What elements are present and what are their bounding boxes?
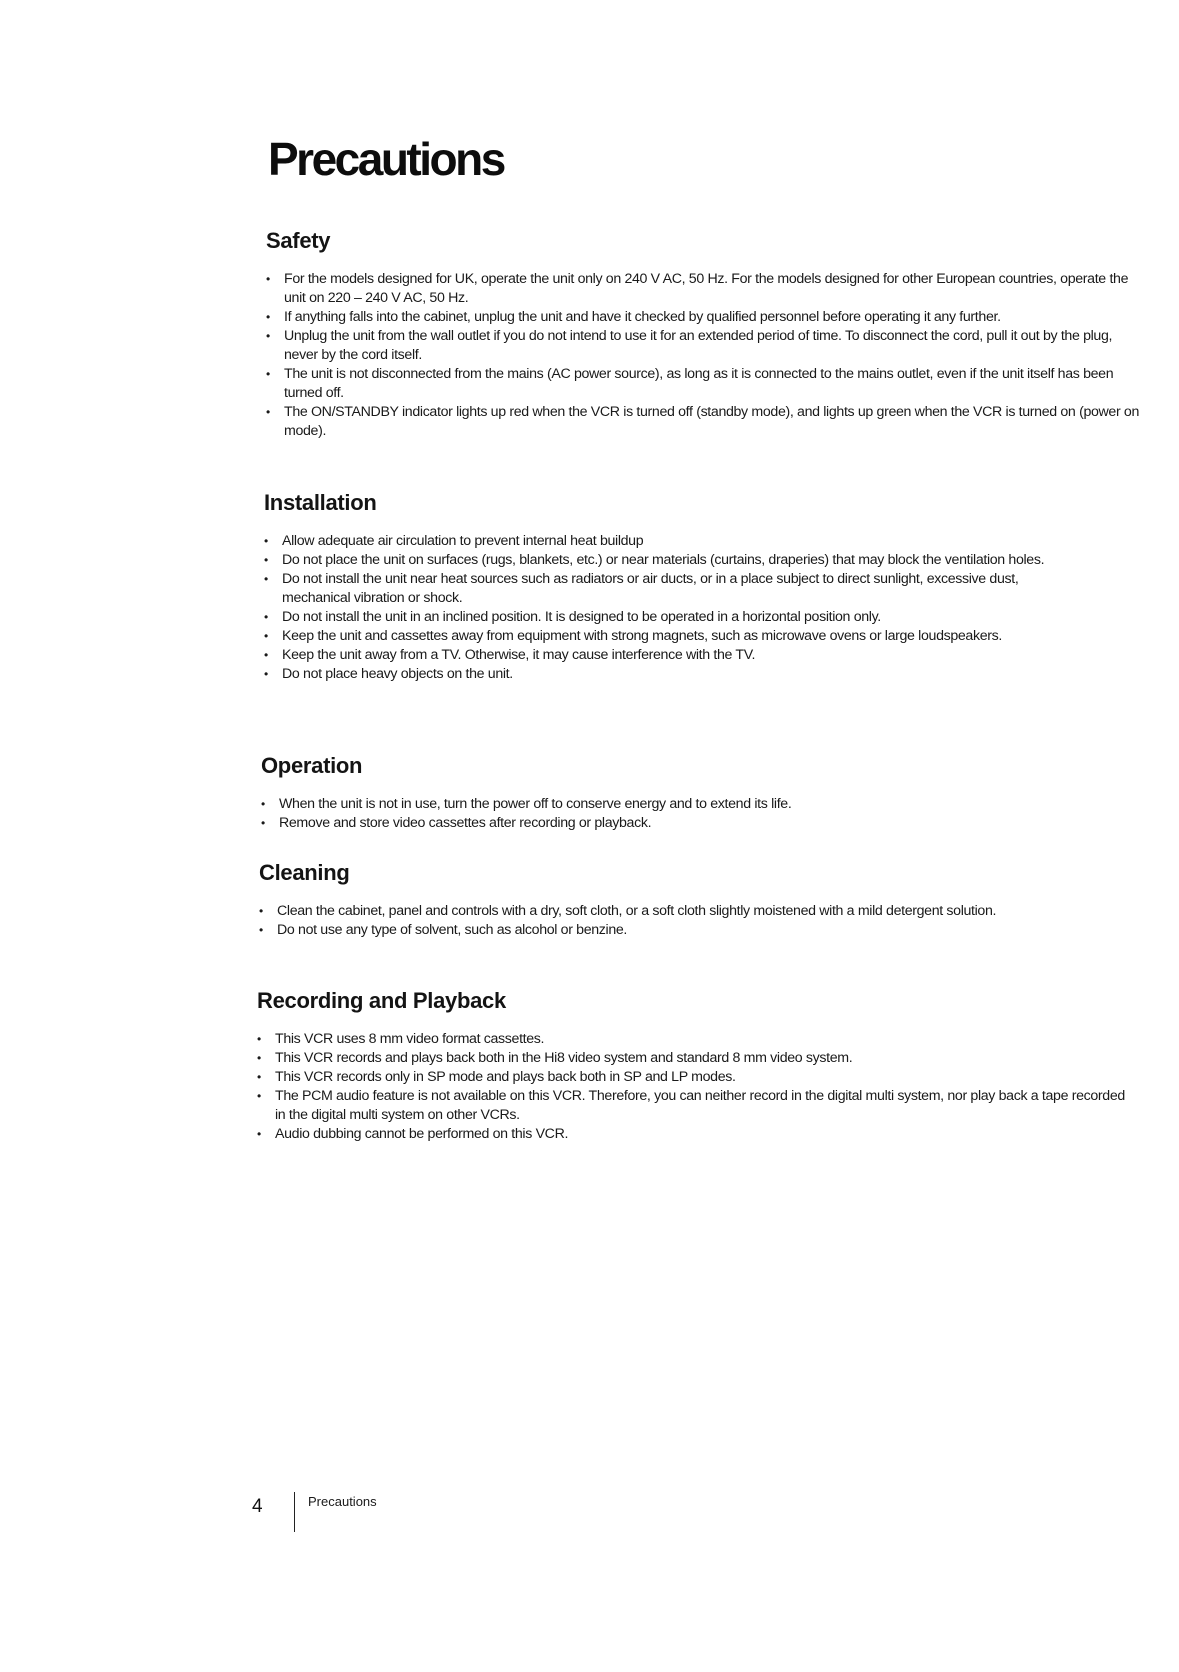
list-item: • The PCM audio feature is not available on this VCR. Therefore, you can neither record in the digital multi system, nor play back a tape recorded in the digital multi system on other VCRs. [257, 1087, 1137, 1125]
list-item: • The ON/STANDBY indicator lights up red when the VCR is turned off (standby mode), and lights up green when the VCR is turned on (power on mode). [266, 403, 1146, 441]
section-safety [266, 228, 1146, 441]
section-recording-playback [257, 988, 1137, 1144]
list-item: • Do not install the unit near heat sources such as radiators or air ducts, or in a place subject to direct sunlight, excessive dust, mechanical vibration or shock. [264, 570, 1074, 608]
footer-divider [294, 1492, 295, 1532]
list-item: • This VCR records and plays back both in the Hi8 video system and standard 8 mm video system. [257, 1049, 1137, 1068]
bullet-list-safety [266, 270, 1146, 441]
list-item: • Do not place heavy objects on the unit. [264, 665, 1074, 684]
list-item: • Do not install the unit in an inclined position. It is designed to be operated in a horizontal position only. [264, 608, 1074, 627]
list-item: • This VCR records only in SP mode and plays back both in SP and LP modes. [257, 1068, 1137, 1087]
section-heading-cleaning: Cleaning [259, 860, 350, 885]
section-operation [261, 753, 1121, 833]
bullet-list-operation [261, 795, 1121, 833]
list-item: • Keep the unit away from a TV. Otherwise, it may cause interference with the TV. [264, 646, 1074, 665]
section-installation [264, 490, 1074, 684]
list-item: • For the models designed for UK, operate the unit only on 240 V AC, 50 Hz. For the models designed for other European countries, operate the unit on 220 – 240 V AC, 50 Hz. [266, 270, 1146, 308]
list-item: • Do not use any type of solvent, such as alcohol or benzine. [259, 921, 1099, 940]
section-heading-safety: Safety [266, 228, 331, 253]
list-item: • Unplug the unit from the wall outlet if you do not intend to use it for an extended period of time. To disconnect the cord, pull it out by the plug, never by the cord itself. [266, 327, 1146, 365]
bullet-list-cleaning [259, 902, 1099, 940]
page-number: 4 [252, 1496, 263, 1517]
list-item: • The unit is not disconnected from the mains (AC power source), as long as it is connected to the mains outlet, even if the unit itself has been turned off. [266, 365, 1146, 403]
list-item: • Remove and store video cassettes after recording or playback. [261, 814, 1121, 833]
list-item: • If anything falls into the cabinet, unplug the unit and have it checked by qualified personnel before operating it any further. [266, 308, 1146, 327]
section-heading-operation: Operation [261, 753, 363, 778]
bullet-list-recording-playback [257, 1030, 1137, 1144]
bullet-list-installation [264, 532, 1074, 684]
list-item: • This VCR uses 8 mm video format cassettes. [257, 1030, 1137, 1049]
list-item: • Do not place the unit on surfaces (rugs, blankets, etc.) or near materials (curtains, draperies) that may block the ventilation holes. [264, 551, 1074, 570]
list-item: • Allow adequate air circulation to prevent internal heat buildup [264, 532, 1074, 551]
list-item: • Keep the unit and cassettes away from equipment with strong magnets, such as microwave ovens or large loudspeakers. [264, 627, 1074, 646]
section-cleaning [259, 860, 1099, 940]
section-heading-installation: Installation [264, 490, 377, 515]
list-item: • Clean the cabinet, panel and controls with a dry, soft cloth, or a soft cloth slightly moistened with a mild detergent solution. [259, 902, 1099, 921]
page-title: Precautions [268, 133, 504, 185]
footer-section-label: Precautions [308, 1494, 377, 1509]
section-heading-recording-playback: Recording and Playback [257, 988, 506, 1013]
list-item: • When the unit is not in use, turn the power off to conserve energy and to extend its life. [261, 795, 1121, 814]
list-item: • Audio dubbing cannot be performed on this VCR. [257, 1125, 1137, 1144]
